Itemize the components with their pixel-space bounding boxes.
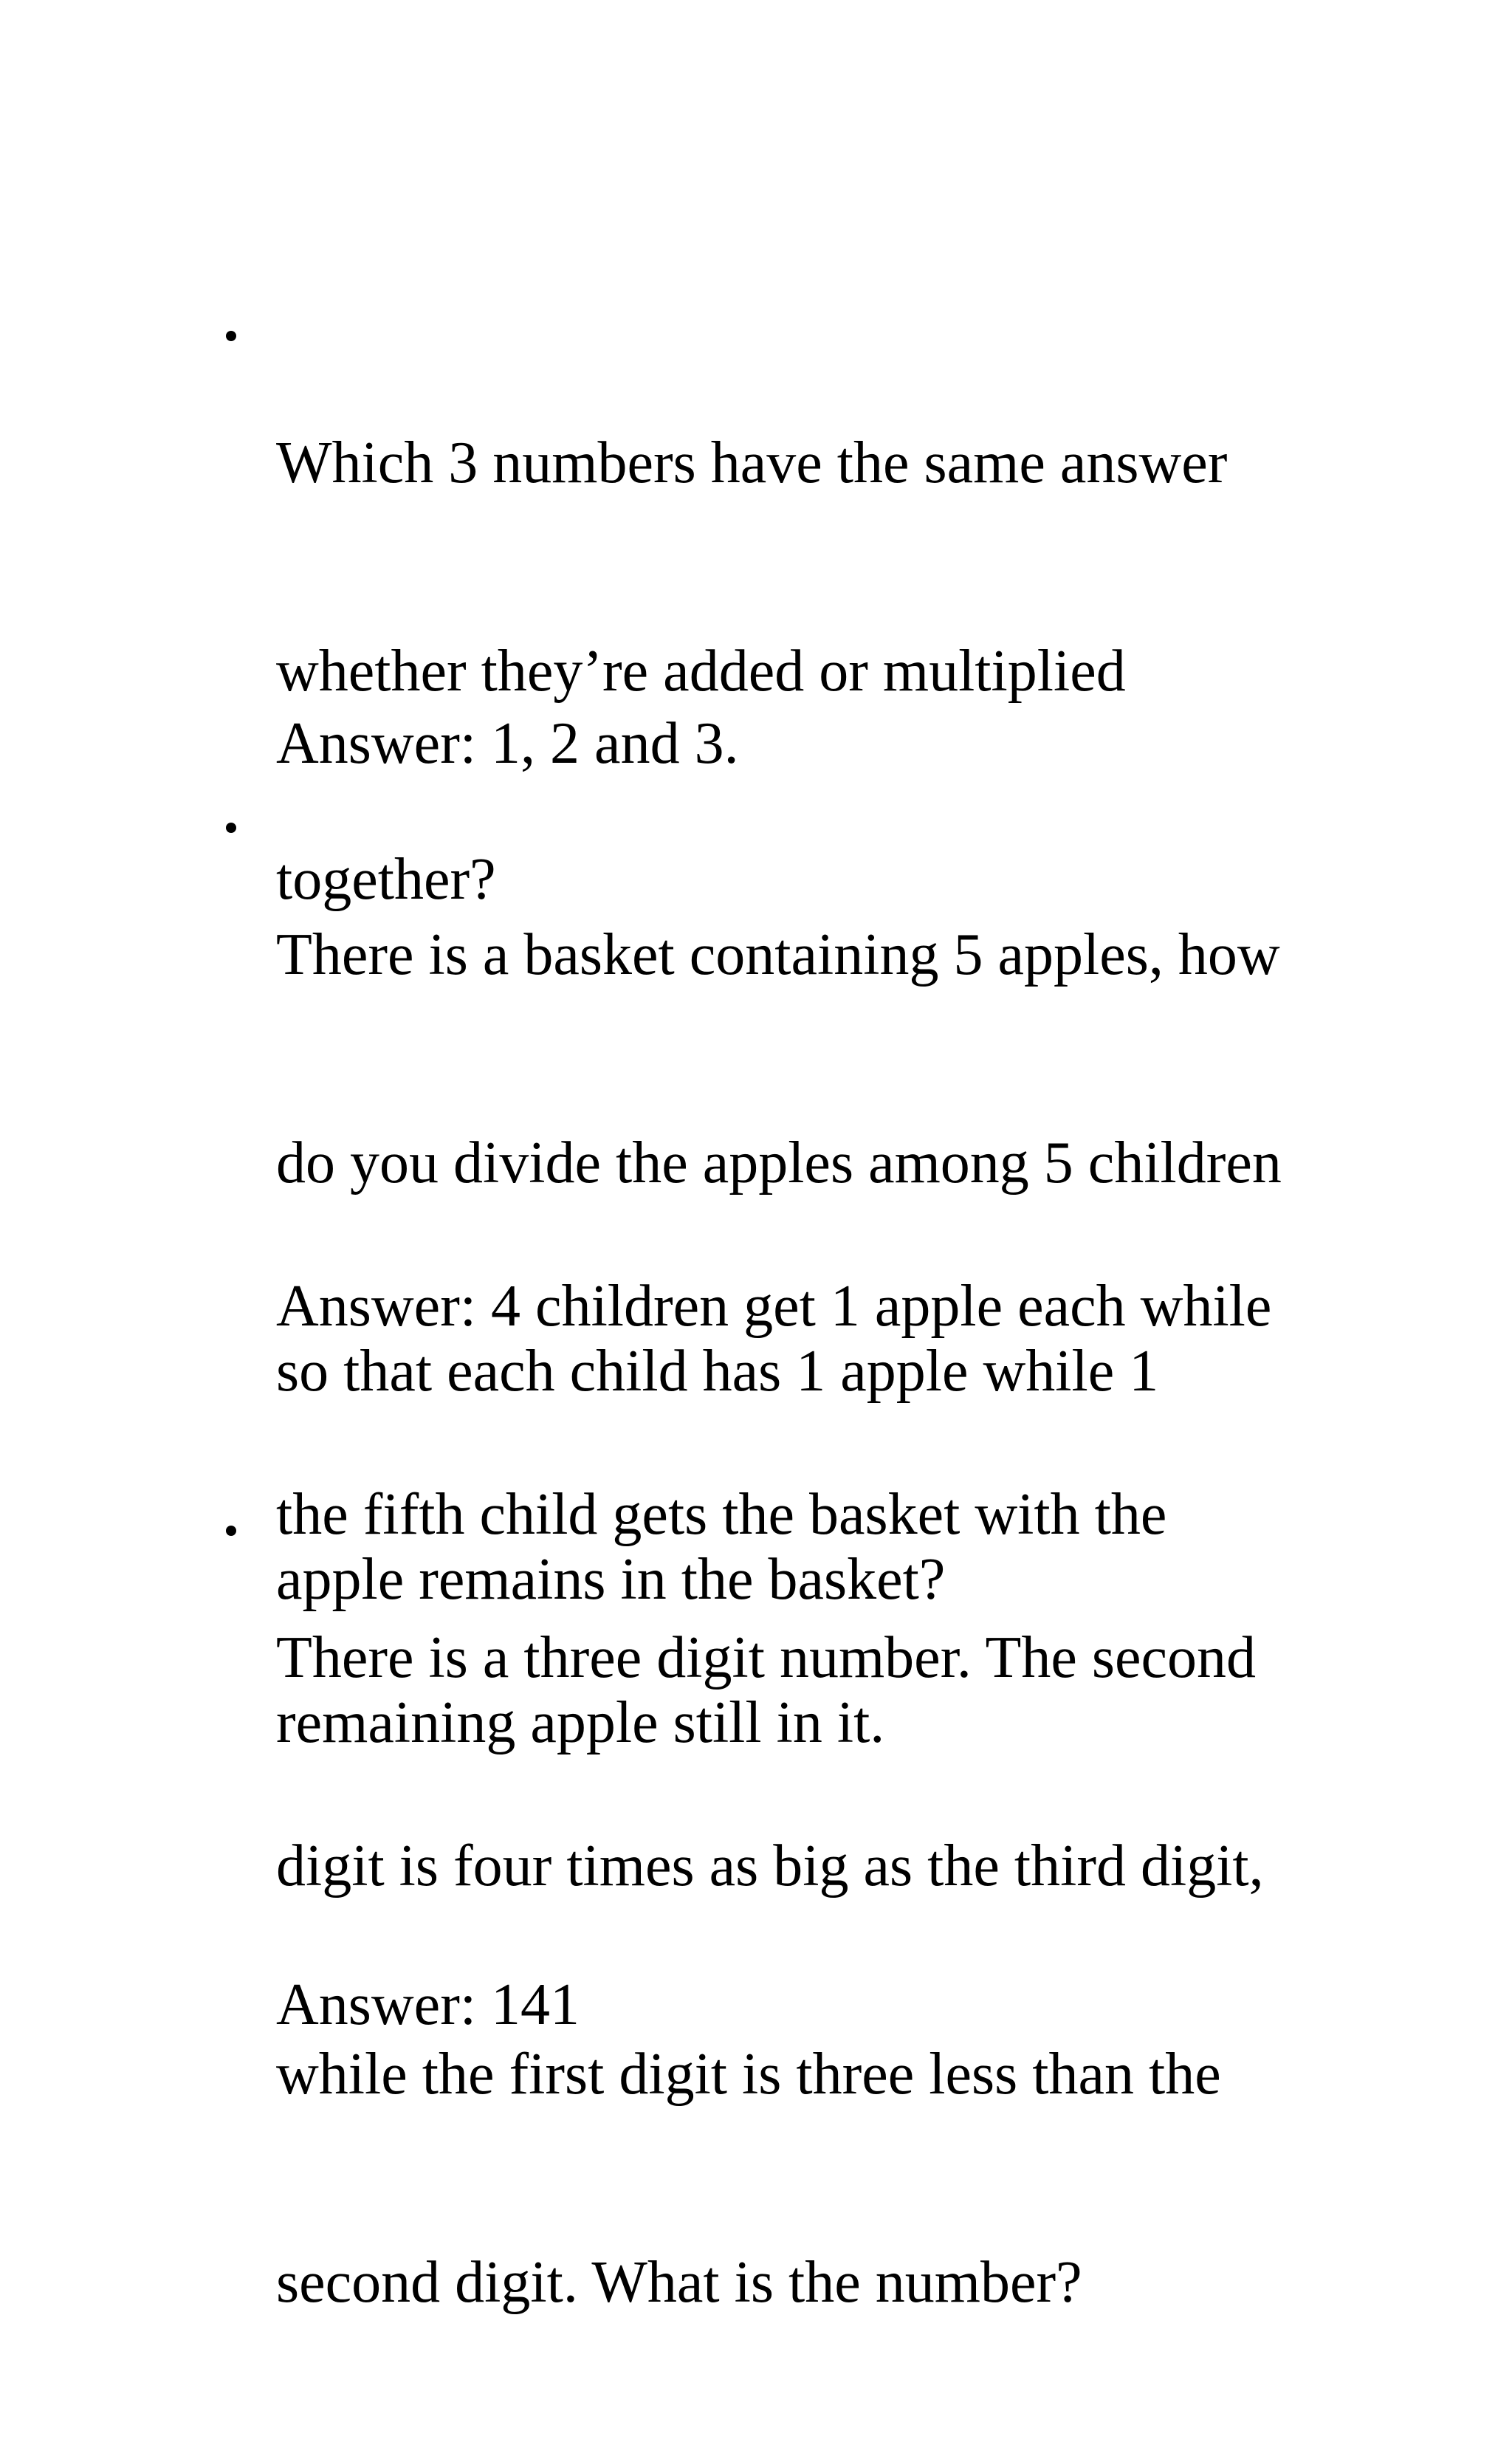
answer-line: Answer: 1, 2 and 3. (276, 711, 739, 776)
bullet-icon (226, 823, 236, 833)
question-line: do you divide the apples among 5 children (276, 1131, 1282, 1196)
answer-line: Answer: 141 (276, 1972, 580, 2037)
question-line: digit is four times as big as the third digit, (276, 1834, 1264, 1898)
bullet-icon (226, 1526, 236, 1536)
question-line: so that each child has 1 apple while 1 (276, 1339, 1159, 1404)
question-line: while the first digit is three less than the (276, 2042, 1221, 2107)
question-line: Which 3 numbers have the same answer (276, 431, 1228, 495)
answer-line: remaining apple still in it. (276, 1690, 885, 1755)
question-line: There is a three digit number. The second (276, 1625, 1256, 1690)
question-line: apple remains in the basket? (276, 1547, 946, 1612)
question-line: There is a basket containing 5 apples, how (276, 922, 1280, 987)
question-line: second digit. What is the number? (276, 2250, 1082, 2315)
answer-line: the fifth child gets the basket with the (276, 1482, 1167, 1547)
answer-text (276, 1831, 1369, 2178)
question-line: whether they’re added or multiplied (276, 639, 1126, 704)
question-line: together? (276, 847, 496, 912)
bullet-icon (226, 331, 236, 341)
answer-line: Answer: 4 children get 1 apple each while (276, 1274, 1272, 1339)
